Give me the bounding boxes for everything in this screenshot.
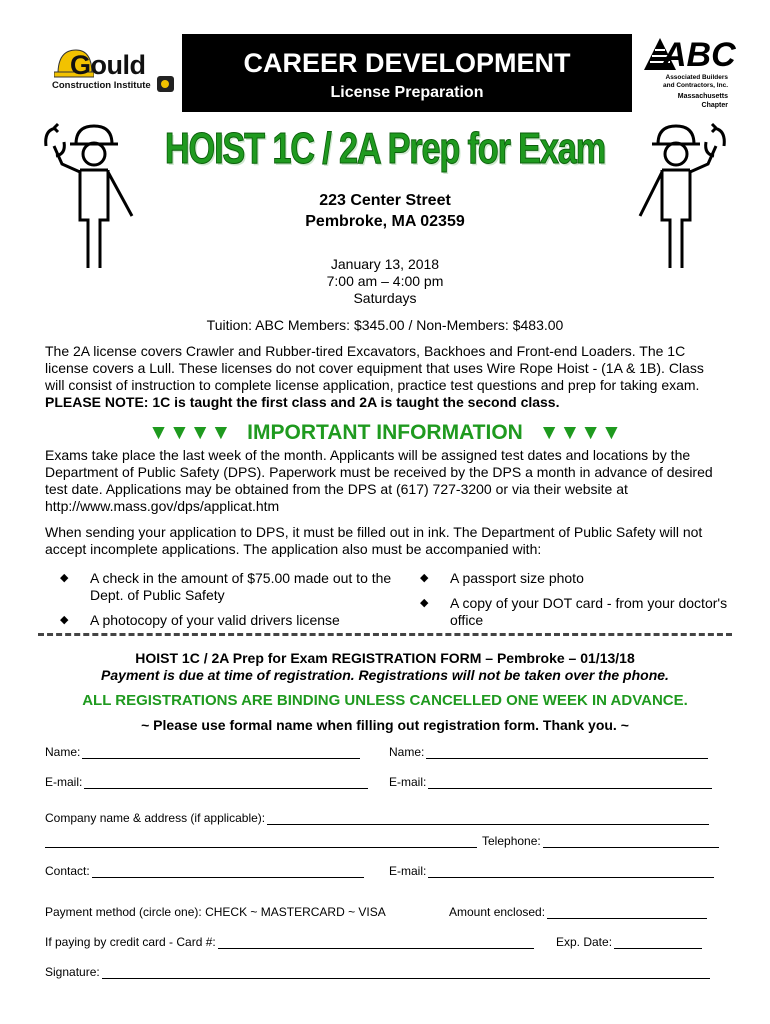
cut-line-divider [38,633,732,636]
form-title: HOIST 1C / 2A Prep for Exam REGISTRATION FORM – Pembroke – 01/13/18 [135,650,635,666]
binding-notice: ALL REGISTRATIONS ARE BINDING UNLESS CANCELLED ONE WEEK IN ADVANCE. [82,692,688,709]
important-heading-text: IMPORTANT INFORMATION [247,421,523,444]
abc-logo [640,34,736,112]
email-field-2[interactable]: E-mail: [389,775,712,789]
list-item: ◆ A passport size photo [420,570,584,586]
formal-name-note: ~ Please use formal name when filling out registration form. Thank you. ~ [141,717,629,733]
requirements-list-left [60,570,400,637]
abc-logo-sub: Associated Builders and Contractors, Inc. [662,74,728,89]
list-item: ◆ A photocopy of your valid drivers license [60,612,340,628]
name-field-1[interactable]: Name: [45,745,360,759]
contact-field[interactable]: Contact: [45,864,364,878]
card-number-field[interactable]: If paying by credit card - Card #: [45,935,534,949]
diamond-bullet-icon: ◆ [420,572,429,584]
list-item: ◆ A copy of your DOT card - from your doctor's office [420,595,728,628]
telephone-field[interactable]: Telephone: [482,834,719,848]
header-banner [182,34,632,112]
tape-measure-icon [156,74,176,94]
list-item: ◆ A check in the amount of $75.00 made out to the Dept. of Public Safety [60,570,392,603]
class-time: 7:00 am – 4:00 pm [326,273,444,289]
company-field-line-2[interactable] [45,834,477,848]
arrows-left: ▼▼▼▼ [148,421,232,444]
name-field-2[interactable]: Name: [389,745,708,759]
description-note: PLEASE NOTE: 1C is taught the first class and 2A is taught the second class. [45,394,560,410]
important-heading [0,421,770,445]
exp-date-field[interactable]: Exp. Date: [556,935,702,949]
address-city: Pembroke, MA 02359 [305,213,465,230]
contact-email-field[interactable]: E-mail: [389,864,714,878]
description-text: The 2A license covers Crawler and Rubber-tired Excavators, Backhoes and Front-end Loaders. The 1C license covers a Lull. These licenses do not cover equipment that uses Wire Rope Hoist - (1A & 1B). Class will consist of instruction to complete license application, practice test questions and prep for taking exam. [45,343,704,393]
class-days: Saturdays [353,290,417,306]
gould-logo-sub: Construction Institute [52,80,151,91]
diamond-bullet-icon: ◆ [60,572,69,584]
diamond-bullet-icon: ◆ [420,597,429,609]
header-title: CAREER DEVELOPMENT [243,48,571,78]
email-field-1[interactable]: E-mail: [45,775,368,789]
gould-logo-word: Gould [70,50,146,80]
company-field[interactable]: Company name & address (if applicable): [45,811,709,825]
diamond-bullet-icon: ◆ [60,614,69,626]
abc-logo-chapter: Massachusetts Chapter [677,93,728,109]
signature-field[interactable]: Signature: [45,965,710,979]
header-subtitle: License Preparation [330,84,484,101]
course-title: HOIST 1C / 2A Prep for Exam [164,124,606,173]
class-date: January 13, 2018 [330,256,440,272]
important-paragraph-2: When sending your application to DPS, it must be filled out in ink. The Department of Public Safety will not accept incomplete applications. The application also must be accompanied with: [45,524,703,557]
requirements-list-right [420,570,740,637]
abc-logo-word: ABC [662,36,736,74]
gould-logo [48,40,178,100]
important-paragraph-1: Exams take place the last week of the month. Applicants will be assigned test dates and locations by the Department of Public Safety (DPS). Paperwork must be received by the DPS a month in advance of desired test date. Applications may be obtained from the DPS at (617) 727-3200 or via their website at http://www.mass.gov/dps/applicat.htm [45,447,713,514]
amount-enclosed-field[interactable]: Amount enclosed: [449,905,707,919]
course-description [45,343,725,411]
form-payment-note: Payment is due at time of registration. Registrations will not be taken over the phone. [101,667,669,683]
arrows-right: ▼▼▼▼ [538,421,622,444]
tuition: Tuition: ABC Members: $345.00 / Non-Members: $483.00 [206,317,564,333]
address-street: 223 Center Street [319,192,451,209]
payment-method-field[interactable]: Payment method (circle one): CHECK ~ MASTERCARD ~ VISA [45,905,386,919]
